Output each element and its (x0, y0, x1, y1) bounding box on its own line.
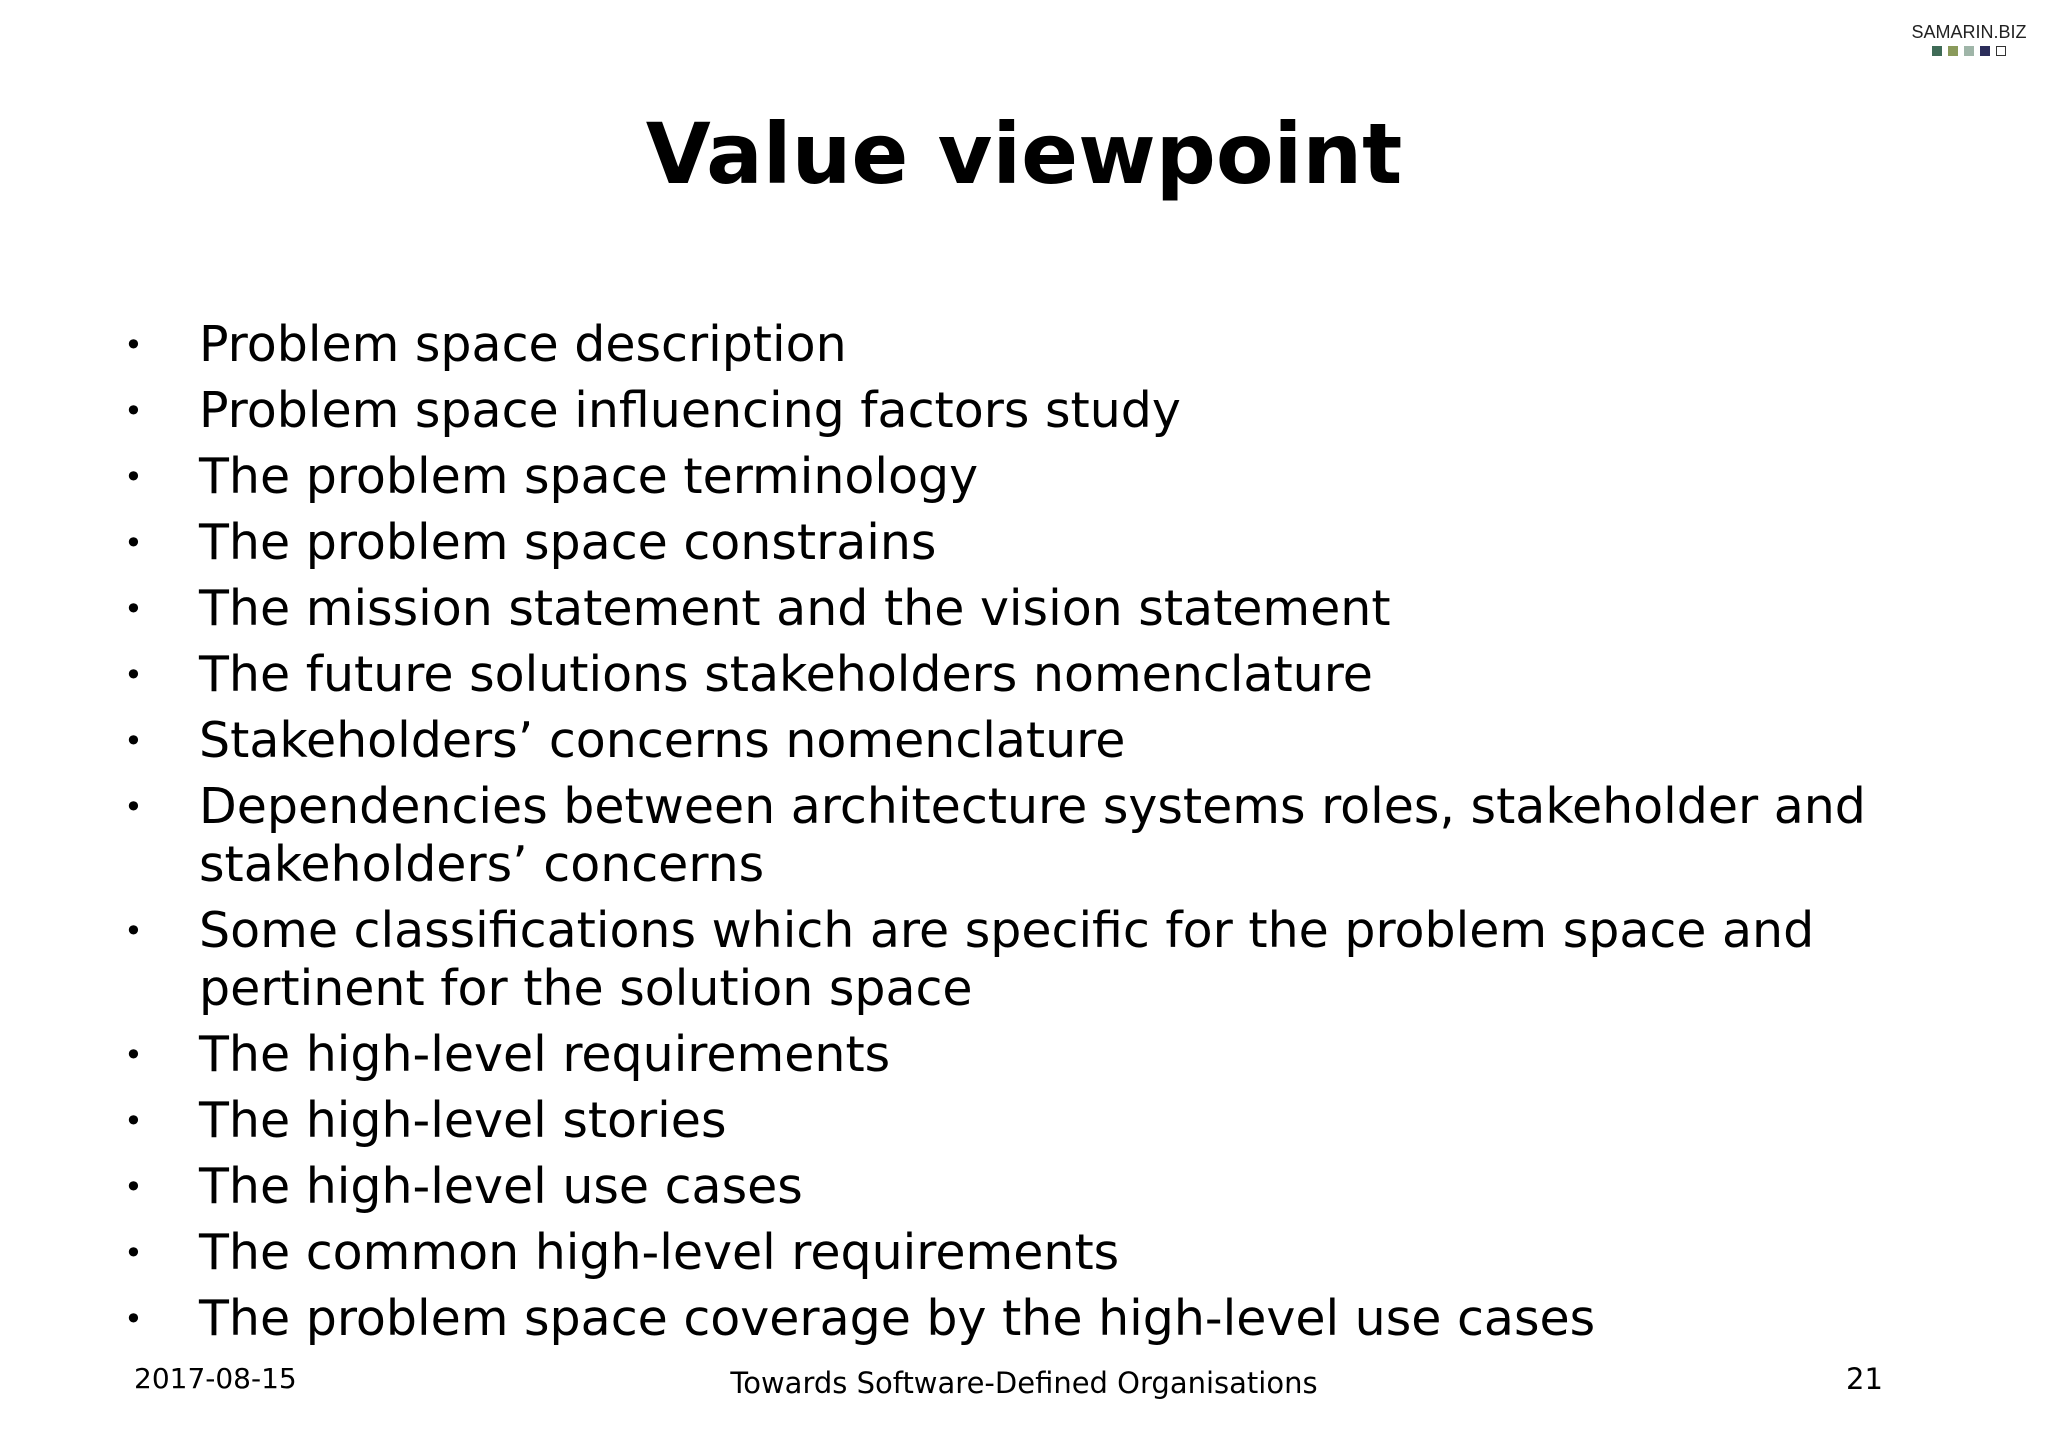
bullet-dot: • (124, 722, 143, 760)
brand-square-outline (1996, 46, 2006, 56)
bullet-text: The future solutions stakeholders nomenclature (199, 646, 1373, 703)
bullet-dot: • (124, 458, 143, 496)
bullet-text: The high-level use cases (199, 1158, 803, 1215)
bullet-list (120, 316, 1920, 1356)
bullet-item (120, 712, 1920, 770)
bullet-item (120, 1224, 1920, 1282)
bullet-dot: • (124, 326, 143, 364)
footer-date: 2017-08-15 (134, 1362, 297, 1395)
bullet-dot: • (124, 524, 143, 562)
footer-title: Towards Software-Defined Organisations (730, 1366, 1318, 1400)
brand-logo (1904, 22, 2034, 56)
bullet-text: The mission statement and the vision statement (199, 580, 1391, 637)
bullet-text: Stakeholders’ concerns nomenclature (199, 712, 1126, 769)
brand-square (1948, 46, 1958, 56)
bullet-item (120, 382, 1920, 440)
bullet-dot: • (124, 1036, 143, 1074)
bullet-item (120, 1158, 1920, 1216)
bullet-dot: • (124, 788, 143, 826)
brand-squares (1904, 46, 2034, 56)
slide-title: Value viewpoint (645, 105, 1403, 203)
bullet-item (120, 646, 1920, 704)
bullet-item (120, 1026, 1920, 1084)
bullet-text: Some classifications which are specific for the problem space and pertinent for the solution space (199, 902, 1815, 1017)
bullet-text: The problem space coverage by the high-level use cases (199, 1290, 1596, 1347)
brand-text: SAMARIN.BIZ (1911, 22, 2027, 42)
bullet-dot: • (124, 1300, 143, 1338)
bullet-item (120, 1092, 1920, 1150)
bullet-item (120, 448, 1920, 506)
bullet-item (120, 580, 1920, 638)
page-number: 21 (1846, 1362, 1883, 1396)
bullet-item (120, 514, 1920, 572)
bullet-text: The problem space constrains (199, 514, 937, 571)
bullet-text: The high-level stories (199, 1092, 727, 1149)
brand-square (1932, 46, 1942, 56)
bullet-text: Problem space description (199, 316, 847, 373)
bullet-dot: • (124, 912, 143, 950)
bullet-item (120, 902, 1920, 1018)
bullet-dot: • (124, 1234, 143, 1272)
bullet-dot: • (124, 1102, 143, 1140)
bullet-dot: • (124, 656, 143, 694)
bullet-text: The problem space terminology (199, 448, 979, 505)
bullet-text: The common high-level requirements (199, 1224, 1120, 1281)
brand-square (1980, 46, 1990, 56)
bullet-dot: • (124, 590, 143, 628)
bullet-text: Problem space influencing factors study (199, 382, 1181, 439)
bullet-text: The high-level requirements (199, 1026, 891, 1083)
bullet-text: Dependencies between architecture systems roles, stakeholder and stakeholders’ concerns (199, 778, 1866, 893)
bullet-dot: • (124, 392, 143, 430)
bullet-item (120, 778, 1920, 894)
bullet-item (120, 1290, 1920, 1348)
bullet-dot: • (124, 1168, 143, 1206)
brand-square (1964, 46, 1974, 56)
bullet-item (120, 316, 1920, 374)
